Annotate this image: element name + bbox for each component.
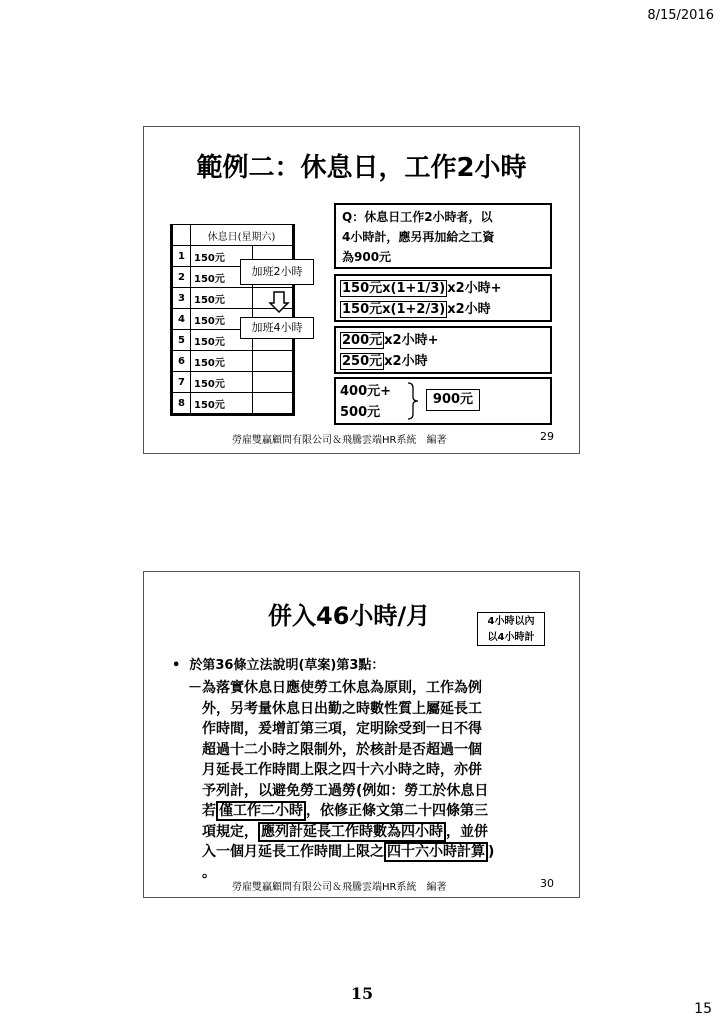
table-row: 3 150元 — [172, 288, 294, 309]
table-header: 休息日(星期六) — [191, 225, 294, 246]
print-date: 8/15/2016 — [647, 8, 714, 23]
explanation-text: －為落實休息日應使勞工休息為原則，工作為例 外，另考量休息日出勤之時數性質上屬延長工 作時間，爰增訂第三項，定明除受到一日不得 超過十二小時之限制外，於核計是否超過一個 月延長工作時間上限之四十六小時之時，亦併 予列計，以避免勞工過勞(例如：勞工於休息日 若 僅工作二小時 ，依修正條文第二十四條第三 項規定， 應列計延長工作時數為四小時 ，並併 入一個月延長工作時間上限之 四十六小時計算 ) 。 — [188, 680, 495, 881]
overtime-2-hours-label: 加班2小時 — [240, 259, 314, 285]
slide-29 — [143, 126, 580, 454]
table-row: 6 150元 — [172, 351, 294, 372]
highlight-count-four-hours: 應列計延長工作時數為四小時 — [258, 822, 446, 842]
table-row: 2 150元 — [172, 267, 294, 288]
bullet-point: • 於第36條立法說明(草案)第3點： — [172, 658, 385, 673]
slide-title: 併入46小時/月 — [268, 602, 431, 630]
slide-footer: 勞雇雙贏顧問有限公司＆飛騰雲端HR系統 編著 — [232, 435, 447, 446]
total-box: 900元 — [426, 389, 480, 411]
slide-30 — [143, 571, 580, 898]
question-box: Q：休息日工作2小時者，以 4小時計，應另再加給之工資 為900元 — [334, 203, 552, 269]
table-row: 8 150元 — [172, 393, 294, 415]
note-box: 4小時以內 以4小時計 — [477, 612, 545, 646]
table-row: 4 150元 — [172, 309, 294, 330]
slide-title: 範例二：休息日，工作2小時 — [196, 153, 527, 183]
table-row: 7 150元 — [172, 372, 294, 393]
slide-footer: 勞雇雙贏顧問有限公司＆飛騰雲端HR系統 編著 — [232, 882, 447, 893]
calc-step-2: 200元 x2小時+ 250元 x2小時 — [334, 326, 552, 374]
slide-number: 30 — [540, 877, 554, 890]
table-row: 1 150元 — [172, 246, 294, 267]
calc-sum: 400元+ 500元 — [334, 377, 552, 425]
calc-step-1: 150元x(1+1/3) x2小時+ 150元x(1+2/3) x2小時 — [334, 274, 552, 322]
overtime-4-hours-label: 加班4小時 — [240, 317, 314, 339]
down-arrow-icon — [268, 291, 290, 313]
highlight-46-hours: 四十六小時計算 — [384, 842, 488, 862]
slide-number: 29 — [540, 430, 554, 443]
brace-icon — [406, 382, 420, 420]
page-number: 15 — [350, 984, 374, 1003]
page-number-corner: 15 — [694, 1001, 712, 1017]
table-row: 5 150元 — [172, 330, 294, 351]
table-header-row — [172, 225, 294, 246]
highlight-only-two-hours: 僅工作二小時 — [216, 801, 306, 821]
